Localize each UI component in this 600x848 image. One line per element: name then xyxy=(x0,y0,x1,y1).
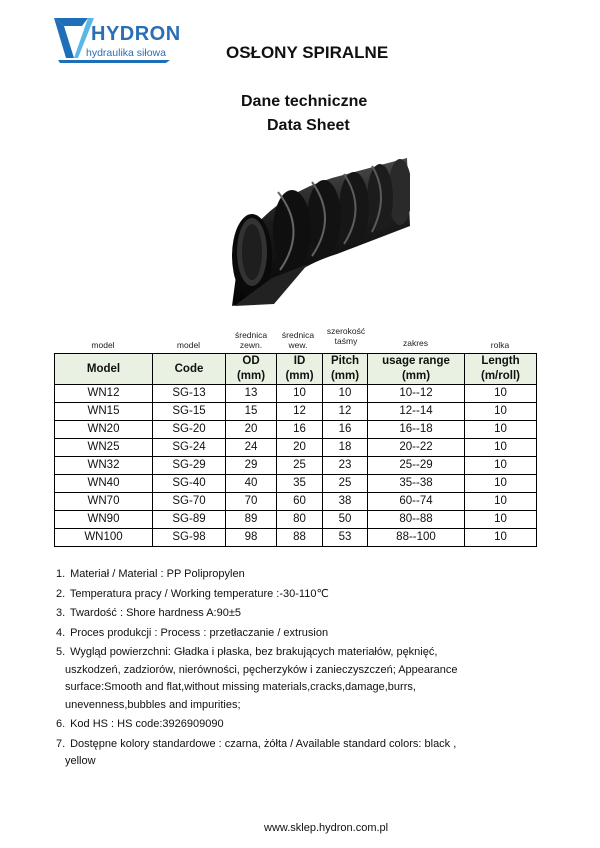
table-cell: 23 xyxy=(323,457,368,475)
col-header-od: OD (mm) xyxy=(226,354,277,385)
table-cell: 53 xyxy=(323,529,368,547)
header-pl-pitch: szerokość taśmy xyxy=(326,326,366,346)
table-cell: 12 xyxy=(277,403,323,421)
note-text: Kod HS : HS code:3926909090 xyxy=(70,718,224,730)
table-row xyxy=(55,385,537,403)
table-cell: 10 xyxy=(465,475,537,493)
table-cell: 16 xyxy=(323,421,368,439)
table-cell: 10 xyxy=(465,439,537,457)
logo-tagline: hydraulika siłowa xyxy=(86,47,166,59)
page-title: OSŁONY SPIRALNE xyxy=(226,43,389,62)
note-text: Wygląd powierzchni: Gładka i płaska, bez brakujących materiałów, pęknięć, xyxy=(70,646,438,658)
table-cell: 40 xyxy=(226,475,277,493)
table-cell: 25 xyxy=(277,457,323,475)
table-cell: 35--38 xyxy=(368,475,465,493)
table-cell: 18 xyxy=(323,439,368,457)
table-cell: 24 xyxy=(226,439,277,457)
header-pl-model: model xyxy=(91,340,115,350)
table-cell: 20 xyxy=(226,421,277,439)
note-continuation: uszkodzeń, zadziorów, nierówności, pęcherzyków i zanieczyszczeń; Appearance xyxy=(65,663,458,676)
note-item xyxy=(56,586,486,604)
table-cell: SG-20 xyxy=(153,421,226,439)
header-pl-code: model xyxy=(176,340,201,350)
table-cell: 10 xyxy=(277,385,323,403)
table-row xyxy=(55,421,537,439)
table-cell: 20 xyxy=(277,439,323,457)
subtitle-en: Data Sheet xyxy=(267,117,350,134)
table-cell: 38 xyxy=(323,493,368,511)
note-text: Materiał / Material : PP Polipropylen xyxy=(70,568,245,580)
table-cell: 35 xyxy=(277,475,323,493)
table-cell: 10 xyxy=(465,493,537,511)
table-cell: 80 xyxy=(277,511,323,529)
col-header-pitch: Pitch (mm) xyxy=(323,354,368,385)
note-item xyxy=(56,736,486,771)
table-body xyxy=(55,385,537,547)
table-cell: WN40 xyxy=(55,475,153,493)
note-item xyxy=(56,625,486,643)
header-pl-od: średnica zewn. xyxy=(235,330,268,350)
col-header-code: Code xyxy=(153,354,226,385)
table-cell: SG-24 xyxy=(153,439,226,457)
table-cell: 16 xyxy=(277,421,323,439)
note-text: Twardość : Shore hardness A:90±5 xyxy=(69,607,241,619)
note-number: 4. xyxy=(56,626,66,639)
table-cell: WN25 xyxy=(55,439,153,457)
table-headers-pl xyxy=(54,326,536,354)
note-text: Dostępne kolory standardowe : czarna, żółta / Available standard colors: black , xyxy=(70,737,457,750)
table-cell: 25--29 xyxy=(368,457,465,475)
table-cell: SG-40 xyxy=(153,475,226,493)
table-cell: SG-29 xyxy=(153,457,226,475)
table-cell: SG-15 xyxy=(153,403,226,421)
spec-table xyxy=(54,353,537,547)
note-continuation: surface:Smooth and flat,without missing materials,cracks,damage,burrs, xyxy=(65,681,416,693)
table-cell: 25 xyxy=(323,475,368,493)
table-cell: SG-13 xyxy=(153,385,226,403)
col-header-model: Model xyxy=(55,354,153,385)
note-number: 2. xyxy=(56,587,66,600)
table-cell: 70 xyxy=(226,493,277,511)
spiral-hose-guard-photo-icon xyxy=(212,156,410,310)
table-cell: 10 xyxy=(323,385,368,403)
table-cell: 60--74 xyxy=(368,493,465,511)
table-cell: 10 xyxy=(465,511,537,529)
table-cell: WN15 xyxy=(55,403,153,421)
table-row xyxy=(55,511,537,529)
col-header-range: usage range (mm) xyxy=(368,354,465,385)
note-continuation: unevenness,bubbles and impurities; xyxy=(65,698,241,711)
table-row xyxy=(55,529,537,547)
table-cell: 80--88 xyxy=(368,511,465,529)
table-cell: 20--22 xyxy=(368,439,465,457)
table-cell: 10 xyxy=(465,457,537,475)
table-cell: WN70 xyxy=(55,493,153,511)
product-photo xyxy=(212,156,410,310)
table-cell: 10--12 xyxy=(368,385,465,403)
table-cell: 10 xyxy=(465,421,537,439)
table-cell: WN12 xyxy=(55,385,153,403)
table-cell: WN90 xyxy=(55,511,153,529)
table-row xyxy=(55,475,537,493)
table-cell: 60 xyxy=(277,493,323,511)
table-cell: 89 xyxy=(226,511,277,529)
table-row xyxy=(55,439,537,457)
note-number: 7. xyxy=(56,737,66,750)
table-cell: 29 xyxy=(226,457,277,475)
table-cell: 12 xyxy=(323,403,368,421)
table-cell: WN32 xyxy=(55,457,153,475)
note-number: 1. xyxy=(56,568,66,580)
table-cell: SG-70 xyxy=(153,493,226,511)
table-row xyxy=(55,457,537,475)
note-text: Proces produkcji : Process : przetłaczanie / extrusion xyxy=(70,626,329,639)
logo-name: HYDRON xyxy=(91,23,181,45)
col-header-length: Length (m/roll) xyxy=(465,354,537,385)
note-item xyxy=(56,716,486,734)
header-pl-id: średnica wew. xyxy=(281,330,315,350)
header-pl-range: zakres xyxy=(402,338,429,348)
table-cell: 12--14 xyxy=(368,403,465,421)
subtitle-pl: Dane techniczne xyxy=(241,93,368,110)
note-item xyxy=(56,566,486,584)
note-item xyxy=(56,644,486,714)
table-cell: WN20 xyxy=(55,421,153,439)
table-cell: 10 xyxy=(465,403,537,421)
note-continuation: yellow xyxy=(65,755,96,767)
table-cell: 98 xyxy=(226,529,277,547)
note-number: 3. xyxy=(56,607,66,619)
note-item xyxy=(56,605,486,623)
table-cell: 16--18 xyxy=(368,421,465,439)
footer-url: www.sklep.hydron.com.pl xyxy=(264,822,389,834)
table-cell: WN100 xyxy=(55,529,153,547)
company-logo xyxy=(52,14,192,66)
table-cell: 88--100 xyxy=(368,529,465,547)
table-header-row xyxy=(55,354,537,385)
table-cell: 13 xyxy=(226,385,277,403)
header-pl-length: rolka xyxy=(490,340,510,350)
table-cell: SG-98 xyxy=(153,529,226,547)
spec-notes xyxy=(56,566,486,773)
table-cell: 15 xyxy=(226,403,277,421)
table-row xyxy=(55,493,537,511)
note-text: Temperatura pracy / Working temperature :-30-110℃ xyxy=(69,587,329,600)
note-number: 6. xyxy=(56,718,66,730)
table-cell: SG-89 xyxy=(153,511,226,529)
table-cell: 10 xyxy=(465,385,537,403)
table-row xyxy=(55,403,537,421)
table-cell: 10 xyxy=(465,529,537,547)
table-cell: 50 xyxy=(323,511,368,529)
note-number: 5. xyxy=(56,646,66,658)
col-header-id: ID (mm) xyxy=(277,354,323,385)
table-cell: 88 xyxy=(277,529,323,547)
